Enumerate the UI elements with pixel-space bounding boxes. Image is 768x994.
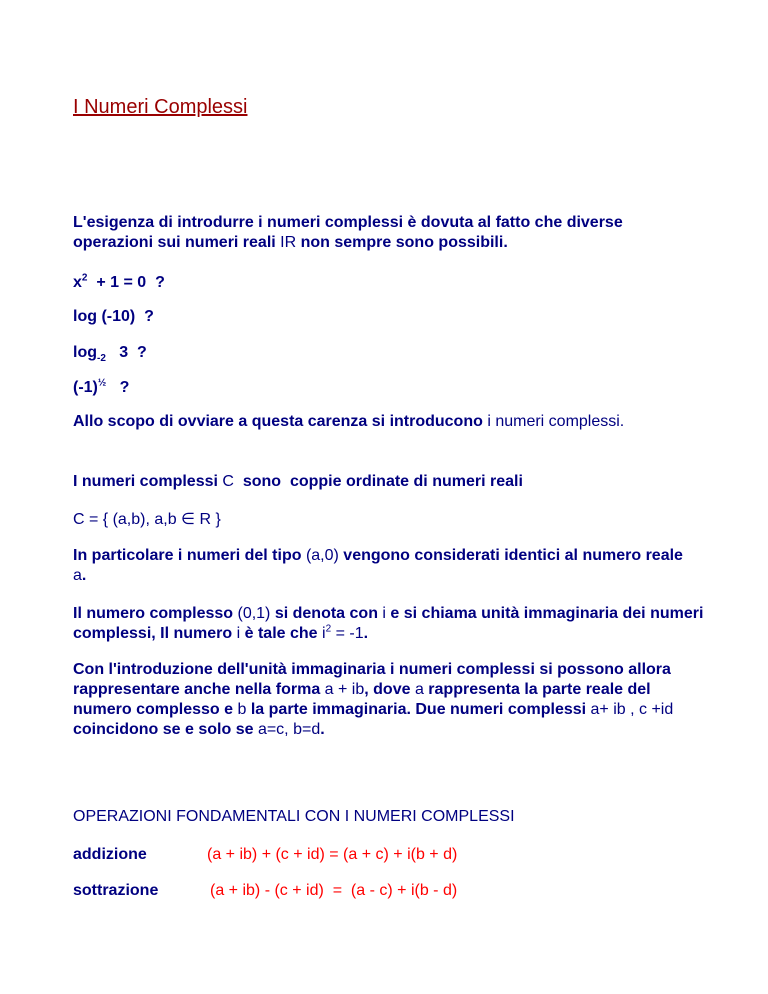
imaginary-unit-b: (0,1) <box>237 605 271 622</box>
algebraic-form-i: coincidono se e solo se <box>73 721 258 738</box>
imaginary-unit-c: si denota con <box>270 605 383 622</box>
question-root-base: (-1) <box>73 379 98 396</box>
algebraic-form-b: a + ib <box>324 681 365 698</box>
particular-b: (a,0) <box>305 547 339 564</box>
question-equation-base: x <box>73 274 82 291</box>
imaginary-unit-paragraph <box>73 604 713 644</box>
imaginary-unit-h: i <box>322 625 326 642</box>
question-equation <box>73 273 713 293</box>
definition-c-symbol: C <box>222 473 234 490</box>
imaginary-unit-j: . <box>363 625 369 642</box>
algebraic-form-h: a+ ib , c +id <box>590 701 674 718</box>
definition-a: I numeri complessi <box>73 473 223 490</box>
operation-formula-addition: (a + ib) + (c + id) = (a + c) + i(b + d) <box>207 846 458 863</box>
scope-normal: i numeri complessi. <box>482 413 625 430</box>
question-root-exp: ½ <box>97 377 107 389</box>
algebraic-form-e: rappresenta la parte reale del numero complesso e <box>73 681 651 718</box>
algebraic-form-g: la parte immaginaria. Due numeri complessi <box>246 701 591 718</box>
operation-formula-subtraction: (a + ib) - (c + id) = (a - c) + i(b - d) <box>210 882 458 899</box>
operation-label-addition: addizione <box>73 846 147 863</box>
question-log-text: log (-10) ? <box>73 308 154 325</box>
question-log-base-sub: -2 <box>97 353 106 365</box>
operation-label-subtraction: sottrazione <box>73 882 159 899</box>
algebraic-form-k: . <box>320 721 325 738</box>
particular-a: In particolare i numeri del tipo <box>73 547 306 564</box>
question-log-base <box>73 343 713 363</box>
imaginary-unit-f: i <box>236 625 241 642</box>
algebraic-form-a: Con l'introduzione dell'unità immaginaria i numeri complessi si possono allora rappresentare anche nella forma <box>73 661 671 698</box>
intro-line1: L'esigenza di introdurre i numeri complessi è dovuta al fatto che diverse <box>73 214 623 231</box>
intro-paragraph <box>73 213 713 253</box>
question-equation-rest: + 1 = 0 ? <box>87 274 165 291</box>
question-equation-exp: 2 <box>81 272 88 284</box>
operations-heading: OPERAZIONI FONDAMENTALI CON I NUMERI COMPLESSI <box>73 808 515 825</box>
algebraic-form-j: a=c, b=d <box>257 721 321 738</box>
definition-c: sono coppie ordinate di numeri reali <box>233 473 523 490</box>
set-formula: C = { (a,b), a,b ∈ R } <box>73 511 221 528</box>
imaginary-unit-e: e si chiama unità immaginaria dei numeri complessi, Il numero <box>73 605 704 642</box>
question-log-base-text: log <box>73 344 97 361</box>
question-root <box>73 378 713 398</box>
definition-paragraph <box>73 472 713 492</box>
imaginary-unit-d: i <box>382 605 386 622</box>
intro-line2c: non sempre sono possibili. <box>296 234 508 251</box>
algebraic-form-f: b <box>237 701 247 718</box>
page-title: I Numeri Complessi <box>73 96 248 118</box>
intro-ir: IR <box>280 234 297 251</box>
algebraic-form-paragraph <box>73 660 703 740</box>
imaginary-unit-exp: 2 <box>325 623 332 635</box>
particular-e: . <box>81 567 87 584</box>
algebraic-form-c: , dove <box>364 681 415 698</box>
imaginary-unit-a: Il numero complesso <box>73 605 238 622</box>
question-log <box>73 307 713 327</box>
imaginary-unit-i: = -1 <box>331 625 364 642</box>
scope-paragraph <box>73 412 633 432</box>
particular-d: a <box>73 567 82 584</box>
imaginary-unit-g: è tale che <box>240 625 322 642</box>
particular-c: vengono considerati identici al numero reale <box>338 547 683 564</box>
particular-paragraph <box>73 546 693 586</box>
question-log-base-rest: 3 ? <box>105 344 147 361</box>
algebraic-form-d: a <box>414 681 424 698</box>
intro-line2a: operazioni sui numeri reali <box>73 234 281 251</box>
scope-bold: Allo scopo di ovviare a questa carenza si introducono <box>73 413 483 430</box>
question-root-rest: ? <box>106 379 130 396</box>
